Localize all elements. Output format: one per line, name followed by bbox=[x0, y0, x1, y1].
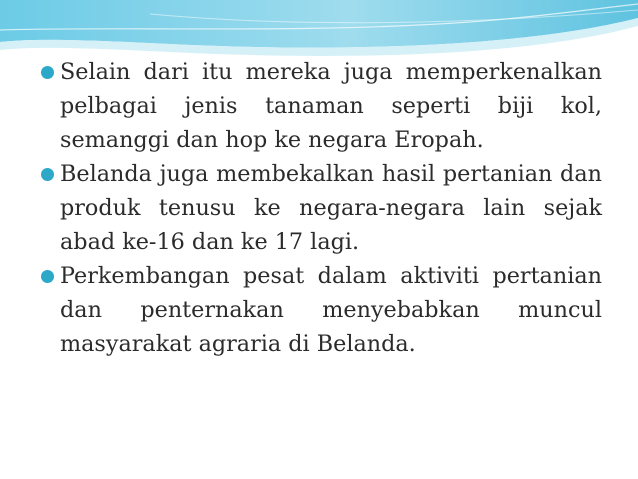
bullet-text: Perkembangan pesat dalam aktiviti pertanian dan penternakan menyebabkan muncul masyarakat agraria di Belanda. bbox=[60, 263, 602, 357]
bullet-text: Belanda juga membekalkan hasil pertanian dan produk tenusu ke negara-negara lain sejak abad ke-16 dan ke 17 lagi. bbox=[60, 161, 602, 255]
bullet-dot-icon bbox=[41, 66, 54, 79]
bullet-item bbox=[40, 157, 602, 259]
bullet-item bbox=[40, 55, 602, 157]
bullet-dot-icon bbox=[41, 270, 54, 283]
bullet-text: Selain dari itu mereka juga memperkenalkan pelbagai jenis tanaman seperti biji kol, semanggi dan hop ke negara Eropah. bbox=[60, 59, 602, 153]
bullet-dot-icon bbox=[41, 168, 54, 181]
bullet-list bbox=[40, 55, 602, 361]
bullet-item bbox=[40, 259, 602, 361]
